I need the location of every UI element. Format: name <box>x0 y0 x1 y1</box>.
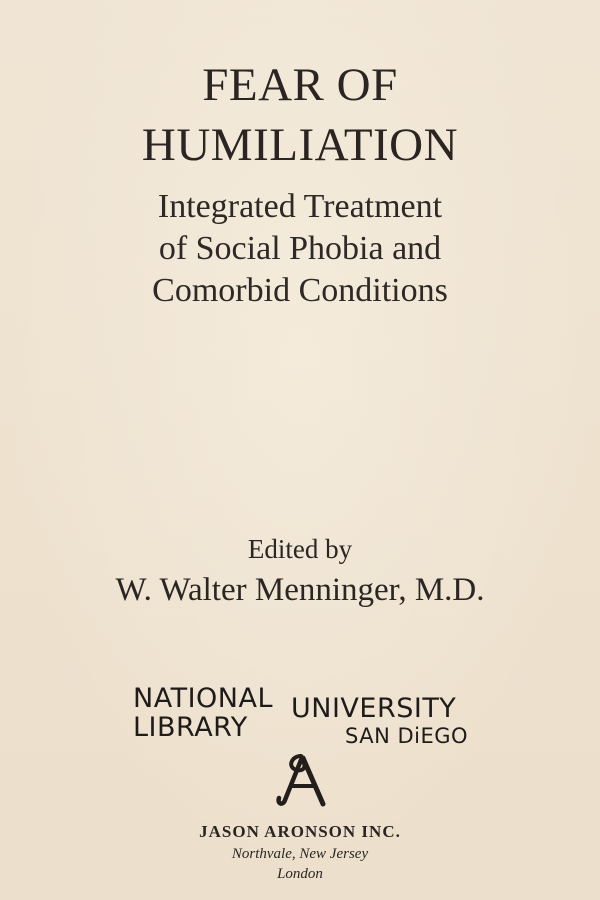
publisher-location-2: London <box>277 866 323 882</box>
jason-aronson-logo-icon <box>273 746 337 810</box>
stamp-library: LIBRARY <box>133 712 248 743</box>
publisher-location-1: Northvale, New Jersey <box>231 846 369 862</box>
stamp-san-diego: SAN DiEGO <box>345 724 469 748</box>
title-line-2: HUMILIATION <box>141 119 459 171</box>
subtitle-line-2: of Social Phobia and <box>158 230 442 267</box>
subtitle-line-1: Integrated Treatment <box>157 188 443 225</box>
editor-name: W. Walter Menninger, M.D. <box>115 572 485 608</box>
subtitle-line-3: Comorbid Conditions <box>152 272 448 309</box>
edited-by-label: Edited by <box>247 534 353 564</box>
stamp-university: UNIVERSITY <box>291 693 457 724</box>
publisher-name: JASON ARONSON INC. <box>199 822 401 841</box>
title-line-1: FEAR OF <box>202 59 398 111</box>
stamp-national: NATIONAL <box>133 683 273 714</box>
